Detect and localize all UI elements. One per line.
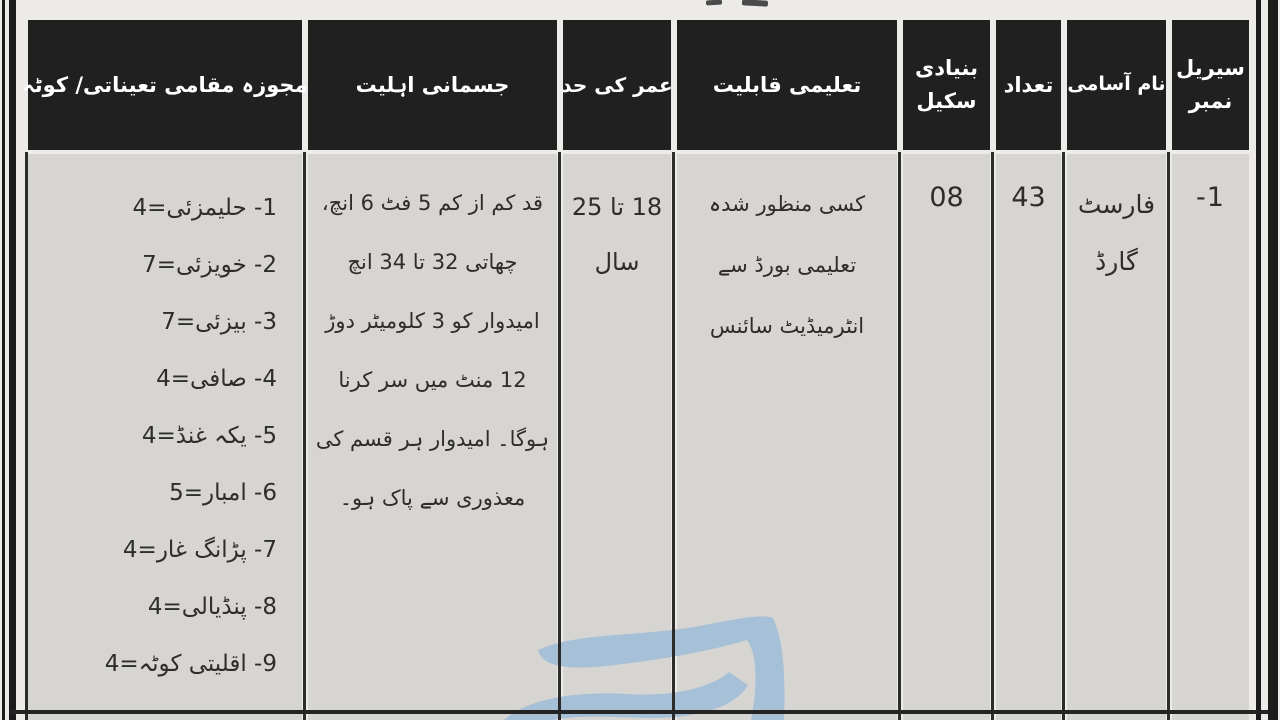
column-separator <box>898 152 901 720</box>
cell-basic-scale: 08 <box>903 154 990 720</box>
cropped-text-fragment <box>742 0 768 7</box>
cell-education-qualification: کسی منظور شدہ تعلیمی بورڈ سے انٹرمیڈیٹ سائنس <box>677 154 897 720</box>
table-header-row <box>22 20 1249 150</box>
cell-physical-eligibility: قد کم از کم 5 فٹ 6 انچ، چھاتی 32 تا 34 انچ امیدوار کو 3 کلومیٹر دوڑ 12 منٹ میں سر کرنا ہوگا۔ امیدوار ہر قسم کی معذوری سے پاک ہو۔ <box>308 154 557 720</box>
quota-list-item: 9- اقلیتی کوٹہ=4 <box>104 651 277 677</box>
quota-list-item: 1- حلیمزئی=4 <box>132 195 277 221</box>
header-serial-number: سیریل نمبر <box>1172 20 1249 150</box>
header-local-quota: مجوزہ مقامی تعیناتی/ کوٹہ <box>28 20 302 150</box>
quota-list-item: 4- صافی=4 <box>156 366 277 392</box>
cell-post-name: فارسٹ گارڈ <box>1067 154 1166 720</box>
header-age-limit: عمر کی حد <box>563 20 671 150</box>
quota-list-item: 7- پڑانگ غار=4 <box>122 537 277 563</box>
quota-list-item: 5- یکہ غنڈ=4 <box>141 423 277 449</box>
header-count: تعداد <box>996 20 1061 150</box>
quota-list-item: 2- خویزئی=7 <box>142 252 277 278</box>
quota-list-item: 3- بیزئی=7 <box>161 309 277 335</box>
cell-count: 43 <box>996 154 1061 720</box>
column-separator <box>25 152 28 720</box>
cell-age-limit: 18 تا 25 سال <box>563 154 671 720</box>
table-inner-border-right <box>1256 0 1261 720</box>
quota-list-item: 6- امبار=5 <box>169 480 277 506</box>
table-outer-border-left <box>2 0 5 720</box>
table-inner-border-left <box>9 0 16 720</box>
header-education-qualification: تعلیمی قابلیت <box>677 20 897 150</box>
column-separator <box>303 152 306 720</box>
cell-serial-number: 1- <box>1172 154 1249 720</box>
header-basic-scale: بنیادی سکیل <box>903 20 990 150</box>
header-physical-eligibility: جسمانی اہلیت <box>308 20 557 150</box>
column-separator <box>991 152 994 720</box>
column-separator <box>1062 152 1065 720</box>
header-post-name: نام آسامی <box>1067 20 1166 150</box>
column-separator <box>558 152 561 720</box>
table-outer-border-right <box>1268 0 1278 720</box>
cropped-text-fragment <box>706 0 722 6</box>
table-data-row <box>28 154 1249 720</box>
column-separator <box>672 152 675 720</box>
column-separator <box>1167 152 1170 720</box>
row-bottom-border <box>10 710 1268 714</box>
quota-list-item: 8- پنڈیالی=4 <box>147 594 277 620</box>
cell-local-quota-list <box>28 154 302 720</box>
